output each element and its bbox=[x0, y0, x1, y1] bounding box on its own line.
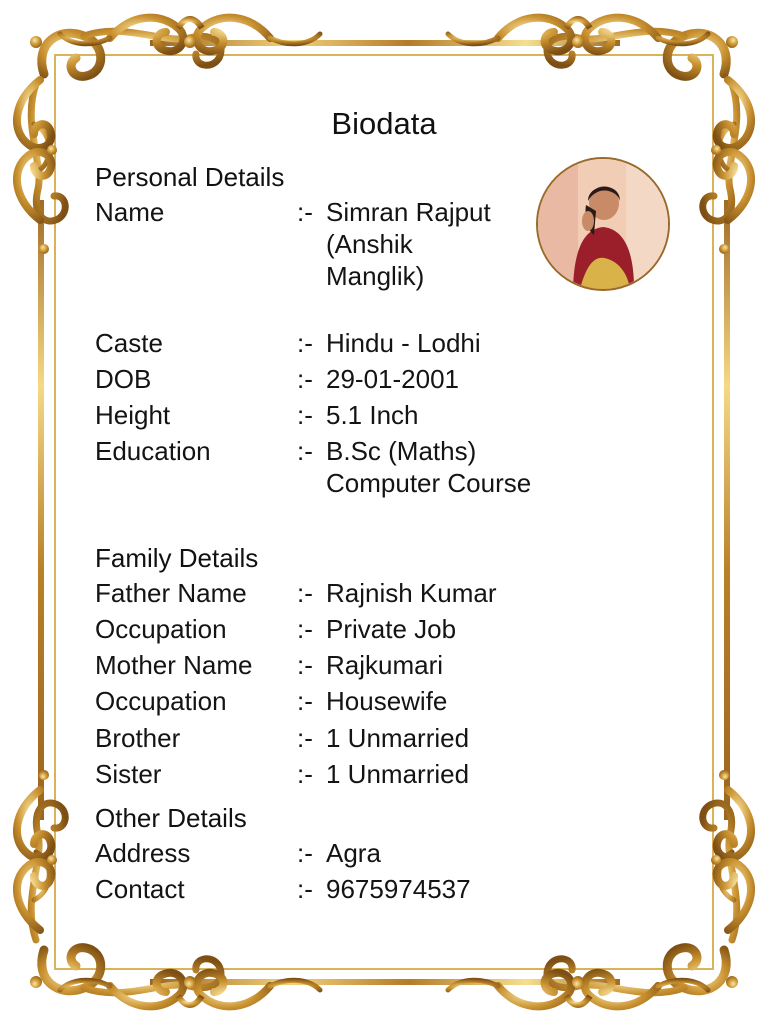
label-dob: DOB bbox=[95, 364, 152, 394]
value-caste: Hindu - Lodhi bbox=[326, 328, 481, 358]
label-father-occupation: Occupation bbox=[95, 614, 227, 644]
label-contact: Contact bbox=[95, 874, 185, 904]
separator: :- bbox=[297, 759, 313, 789]
value-height: 5.1 Inch bbox=[326, 400, 419, 430]
value-father-occupation: Private Job bbox=[326, 614, 457, 644]
label-sister: Sister bbox=[95, 759, 162, 789]
other-details-heading: Other Details bbox=[95, 803, 247, 833]
separator: :- bbox=[297, 838, 313, 868]
separator: :- bbox=[297, 197, 313, 227]
separator: :- bbox=[297, 328, 313, 358]
value-education: B.Sc (Maths) Computer Course bbox=[326, 436, 532, 498]
label-father-name: Father Name bbox=[95, 578, 247, 608]
label-caste: Caste bbox=[95, 328, 163, 358]
separator: :- bbox=[297, 874, 313, 904]
label-height: Height bbox=[95, 400, 171, 430]
row-name bbox=[95, 196, 615, 292]
label-mother-name: Mother Name bbox=[95, 650, 253, 680]
label-brother: Brother bbox=[95, 723, 181, 753]
separator: :- bbox=[297, 578, 313, 608]
separator: :- bbox=[297, 686, 313, 716]
separator: :- bbox=[297, 614, 313, 644]
label-address: Address bbox=[95, 838, 191, 868]
separator: :- bbox=[297, 436, 313, 466]
label-education: Education bbox=[95, 436, 211, 466]
value-father-name: Rajnish Kumar bbox=[326, 578, 497, 608]
separator: :- bbox=[297, 650, 313, 680]
separator: :- bbox=[297, 723, 313, 753]
value-sister: 1 Unmarried bbox=[326, 759, 470, 789]
separator: :- bbox=[297, 364, 313, 394]
value-address: Agra bbox=[326, 838, 381, 868]
value-dob: 29-01-2001 bbox=[326, 364, 459, 394]
value-mother-name: Rajkumari bbox=[326, 650, 444, 680]
personal-details-heading: Personal Details bbox=[95, 162, 285, 192]
value-contact: 9675974537 bbox=[326, 874, 471, 904]
value-brother: 1 Unmarried bbox=[326, 723, 470, 753]
family-details-heading: Family Details bbox=[95, 543, 259, 573]
value-mother-occupation: Housewife bbox=[326, 686, 448, 716]
row-education bbox=[95, 435, 615, 499]
page-title: Biodata bbox=[331, 106, 437, 141]
label-mother-occupation: Occupation bbox=[95, 686, 227, 716]
separator: :- bbox=[297, 400, 313, 430]
label-name: Name bbox=[95, 197, 165, 227]
value-name: Simran Rajput (Anshik Manglik) bbox=[326, 197, 491, 291]
